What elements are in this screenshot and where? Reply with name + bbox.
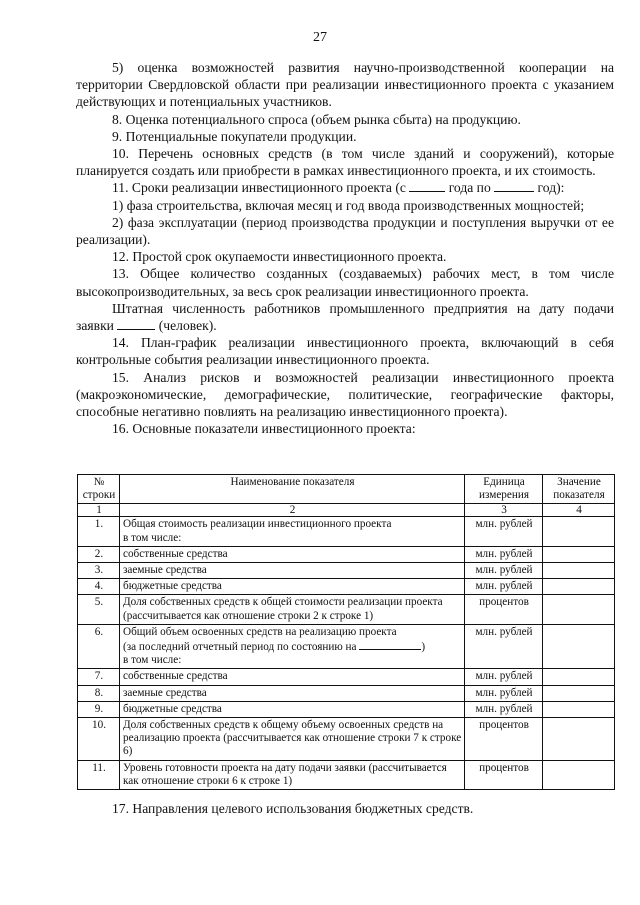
p11-text-after: год): bbox=[534, 180, 565, 196]
row-number: 11. bbox=[78, 760, 120, 789]
row-name: Доля собственных средств к общему объему освоенных средств на реализацию проекта (рассчитывается как отношение строки 7 к строке 6) bbox=[120, 718, 465, 761]
row-value bbox=[543, 595, 615, 624]
table-index-row bbox=[78, 504, 615, 517]
paragraph-11-2: 2) фаза эксплуатации (период производства продукции и поступления выручки от ее реализации). bbox=[76, 214, 614, 248]
row-unit: млн. рублей bbox=[465, 579, 543, 595]
table-row bbox=[78, 669, 615, 685]
document-body-after-table bbox=[76, 800, 614, 817]
p11-blank-start bbox=[409, 179, 445, 192]
paragraph-13: 13. Общее количество созданных (создаваемых) рабочих мест, в том числе высокопроизводительных, за весь срок реализации инвестиционного проекта. bbox=[76, 266, 614, 299]
paragraph-11-1: 1) фаза строительства, включая месяц и год ввода производственных мощностей; bbox=[112, 197, 585, 213]
paragraph-9: 9. Потенциальные покупатели продукции. bbox=[112, 128, 357, 144]
row-name: бюджетные средства bbox=[120, 579, 465, 595]
row-name: Уровень готовности проекта на дату подачи заявки (рассчитывается как отношение строки 6 к строке 1) bbox=[120, 760, 465, 789]
table-row bbox=[78, 760, 615, 789]
table-row bbox=[78, 546, 615, 562]
row-name: заемные средства bbox=[120, 685, 465, 701]
row-unit: млн. рублей bbox=[465, 517, 543, 546]
row-number: 3. bbox=[78, 563, 120, 579]
row-value bbox=[543, 718, 615, 761]
indicators-table bbox=[77, 474, 615, 790]
table-row bbox=[78, 624, 615, 669]
table-row bbox=[78, 718, 615, 761]
table-row bbox=[78, 517, 615, 546]
paragraph-16: 16. Основные показатели инвестиционного проекта: bbox=[112, 421, 416, 437]
row-unit: млн. рублей bbox=[465, 624, 543, 669]
row-value bbox=[543, 760, 615, 789]
table-row bbox=[78, 685, 615, 701]
staff-text-after: (человек). bbox=[155, 318, 217, 334]
table-row bbox=[78, 701, 615, 717]
row-number: 2. bbox=[78, 546, 120, 562]
header-unit: Единица измерения bbox=[465, 475, 543, 504]
row-name: Доля собственных средств к общей стоимости реализации проекта (рассчитывается как отношение строки 2 к строке 1) bbox=[120, 595, 465, 624]
row-name: собственные средства bbox=[120, 669, 465, 685]
row-unit: процентов bbox=[465, 718, 543, 761]
header-value: Значение показателя bbox=[543, 475, 615, 504]
header-indicator-name: Наименование показателя bbox=[120, 475, 465, 504]
row-number: 9. bbox=[78, 701, 120, 717]
row-value bbox=[543, 563, 615, 579]
table-header-row bbox=[78, 475, 615, 504]
p11-text-middle: года по bbox=[445, 180, 495, 196]
row-number: 7. bbox=[78, 669, 120, 685]
row-unit: процентов bbox=[465, 595, 543, 624]
row-name: Общая стоимость реализации инвестиционного проекта в том числе: bbox=[120, 517, 465, 546]
row-name: заемные средства bbox=[120, 563, 465, 579]
paragraph-11 bbox=[76, 179, 614, 196]
table-row bbox=[78, 579, 615, 595]
row-value bbox=[543, 669, 615, 685]
row-unit: процентов bbox=[465, 760, 543, 789]
staff-blank bbox=[117, 317, 155, 330]
document-body bbox=[76, 59, 614, 437]
paragraph-staff bbox=[76, 300, 614, 334]
index-cell: 1 bbox=[78, 504, 120, 517]
index-cell: 2 bbox=[120, 504, 465, 517]
row-value bbox=[543, 517, 615, 546]
paragraph-10: 10. Перечень основных средств (в том числе зданий и сооружений), которые планируется создать или приобрести в рамках инвестиционного проекта, и их стоимость. bbox=[76, 146, 614, 179]
index-cell: 3 bbox=[465, 504, 543, 517]
page-number: 27 bbox=[313, 30, 327, 45]
row-value bbox=[543, 546, 615, 562]
paragraph-8: 8. Оценка потенциального спроса (объем рынка сбыта) на продукцию. bbox=[112, 111, 521, 127]
paragraph-17: 17. Направления целевого использования бюджетных средств. bbox=[112, 801, 474, 816]
staff-text-before: Штатная численность работников промышленного предприятия на дату подачи заявки bbox=[76, 300, 614, 334]
row-number: 6. bbox=[78, 624, 120, 669]
paragraph-15: 15. Анализ рисков и возможностей реализации инвестиционного проекта (макроэкономические, демографические, политические, географические факторы, способные негативно повлиять на реализацию инвестиционного проекта). bbox=[76, 369, 614, 420]
index-cell: 4 bbox=[543, 504, 615, 517]
paragraph-14: 14. План-график реализации инвестиционного проекта, включающий в себя контрольные события реализации инвестиционного проекта. bbox=[76, 335, 614, 368]
p11-blank-end bbox=[494, 179, 534, 192]
row-name: собственные средства bbox=[120, 546, 465, 562]
row-number: 10. bbox=[78, 718, 120, 761]
table-row bbox=[78, 563, 615, 579]
row-name: бюджетные средства bbox=[120, 701, 465, 717]
header-row-number: № строки bbox=[78, 475, 120, 504]
row-number: 8. bbox=[78, 685, 120, 701]
row-value bbox=[543, 579, 615, 595]
row-unit: млн. рублей bbox=[465, 563, 543, 579]
row-name: Общий объем освоенных средств на реализацию проекта (за последний отчетный период по состоянию на ) в том числе: bbox=[120, 624, 465, 669]
paragraph-12: 12. Простой срок окупаемости инвестиционного проекта. bbox=[112, 249, 447, 265]
row-number: 1. bbox=[78, 517, 120, 546]
row-value bbox=[543, 624, 615, 669]
row-unit: млн. рублей bbox=[465, 701, 543, 717]
row-unit: млн. рублей bbox=[465, 669, 543, 685]
row-unit: млн. рублей bbox=[465, 546, 543, 562]
p11-text-before: 11. Сроки реализации инвестиционного проекта (с bbox=[112, 180, 410, 196]
row-value bbox=[543, 685, 615, 701]
date-blank bbox=[359, 639, 421, 650]
row-number: 4. bbox=[78, 579, 120, 595]
table-row bbox=[78, 595, 615, 624]
row-number: 5. bbox=[78, 595, 120, 624]
row-value bbox=[543, 701, 615, 717]
paragraph-5: 5) оценка возможностей развития научно-производственной кооперации на территории Свердловской области при реализации инвестиционного проекта с указанием действующих и потенциальных участников. bbox=[76, 60, 614, 110]
row-unit: млн. рублей bbox=[465, 685, 543, 701]
